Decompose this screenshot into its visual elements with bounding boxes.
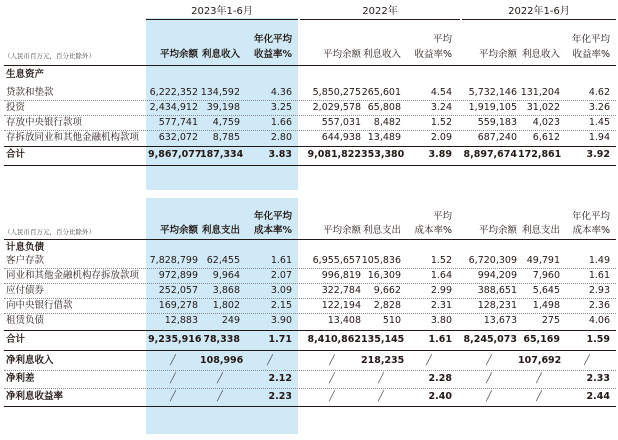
liability-row-3-cell-4: 2,828 [373, 300, 401, 311]
liability-row-0-cell-2: 1.61 [270, 255, 292, 266]
assets-header-6: 平均余额 [478, 49, 517, 60]
asset-header-rule [4, 65, 616, 66]
liability-row-0-cell-3: 6,955,657 [312, 255, 361, 266]
summary-row-0-cell-7: 107,692 [518, 355, 562, 366]
asset-row-3-cell-4: 13,489 [367, 132, 401, 143]
summary-row-1-cell-0: ╱ [170, 373, 176, 384]
liability-row-4-label: 租赁负债 [6, 315, 45, 326]
asset-total-cell-2: 3.83 [268, 149, 292, 160]
liability-row-2-cell-8: 2.93 [588, 285, 610, 296]
liability-row-3-cell-8: 2.36 [588, 300, 610, 311]
liability-row-3-cell-5: 2.31 [430, 300, 452, 311]
asset-row-2-cell-2: 1.66 [270, 117, 292, 128]
liability-total-rule-top [4, 330, 616, 331]
liability-row-0-cell-8: 1.49 [588, 255, 610, 266]
asset-row-1-cell-4: 65,808 [367, 102, 401, 113]
group-header-2022h1: 2022年1-6月 [508, 6, 570, 17]
liability-row-3-cell-7: 1,498 [532, 300, 560, 311]
assets-header-5-a: 平均 [432, 34, 452, 45]
liability-row-2-cell-1: 3,868 [212, 285, 240, 296]
summary-row-1-cell-6: ╱ [486, 373, 492, 384]
liability-row-2-cell-2: 3.09 [270, 285, 292, 296]
summary-row-2-label: 净利息收益率 [6, 391, 64, 402]
liability-row-3-label: 向中央银行借款 [6, 300, 73, 311]
asset-total-cell-5: 3.89 [428, 149, 452, 160]
liability-section-title: 计息负债 [6, 242, 45, 253]
liability-total-cell-2: 1.71 [268, 334, 292, 345]
asset-row-3-cell-1: 8,785 [212, 132, 240, 143]
summary-row-divider-2 [4, 406, 616, 407]
liability-row-1-cell-4: 16,309 [367, 270, 401, 281]
asset-row-2-cell-3: 557,031 [321, 117, 361, 128]
asset-row-1-cell-7: 31,022 [526, 102, 560, 113]
group-rule-3 [462, 19, 616, 20]
summary-row-1-cell-2: 2.12 [268, 373, 292, 384]
liability-row-4-cell-4: 510 [382, 315, 401, 326]
summary-row-0-cell-6: ╱ [486, 355, 492, 366]
liabilities-header-7: 利息支出 [521, 225, 560, 236]
liability-row-3-cell-3: 122,194 [321, 300, 361, 311]
liability-row-4-cell-1: 249 [221, 315, 240, 326]
liability-total-cell-7: 65,169 [523, 334, 560, 345]
liability-total-label: 合计 [6, 334, 26, 345]
asset-total-rule-top [4, 146, 616, 147]
asset-row-0-cell-5: 4.54 [430, 87, 452, 98]
liability-row-0-cell-7: 49,791 [526, 255, 560, 266]
liability-row-4-cell-3: 13,408 [327, 315, 361, 326]
liability-row-0-cell-6: 6,720,309 [468, 255, 517, 266]
asset-row-0-cell-0: 6,222,352 [149, 87, 198, 98]
asset-row-2-cell-8: 1.45 [588, 117, 610, 128]
liability-row-2-cell-6: 388,651 [477, 285, 517, 296]
liability-total-cell-4: 135,145 [361, 334, 405, 345]
summary-row-1-cell-4: ╱ [378, 373, 384, 384]
liability-row-1-cell-0: 972,899 [158, 270, 198, 281]
summary-row-1-cell-5: 2.28 [428, 373, 452, 384]
liabilities-header-1: 利息支出 [201, 225, 240, 236]
asset-row-2-label: 存放中央银行款项 [6, 117, 83, 128]
asset-row-3-cell-0: 632,072 [158, 132, 198, 143]
liability-total-cell-3: 8,410,862 [307, 334, 361, 345]
liability-row-1-cell-2: 2.07 [270, 270, 292, 281]
liabilities-header-8-a: 年化平均 [571, 211, 610, 222]
summary-row-1-cell-3: ╱ [329, 373, 335, 384]
summary-row-2-cell-5: 2.40 [428, 391, 452, 402]
summary-row-1-label: 净利差 [6, 373, 35, 384]
liability-total-cell-5: 1.61 [428, 334, 452, 345]
asset-row-3-label: 存拆放同业和其他金融机构款项 [6, 132, 140, 143]
summary-row-1-cell-1: ╱ [217, 373, 223, 384]
liabilities-header-0: 平均余额 [159, 225, 198, 236]
summary-row-0-cell-5: ╱ [426, 355, 432, 366]
assets-header-2-b: 收益率% [253, 49, 292, 60]
liability-total-cell-1: 78,338 [203, 334, 240, 345]
summary-row-0-cell-0: ╱ [170, 355, 176, 366]
asset-row-0-cell-3: 5,850,275 [312, 87, 361, 98]
liability-row-2-label: 应付债券 [6, 285, 45, 296]
summary-row-2-cell-6: ╱ [486, 391, 492, 402]
liability-total-cell-8: 1.59 [586, 334, 610, 345]
asset-row-divider-2 [4, 130, 616, 131]
unit-note: （人民币百万元，百分比除外） [4, 52, 95, 60]
asset-row-2-cell-6: 559,183 [477, 117, 517, 128]
liability-row-0-label: 客户存款 [6, 255, 45, 266]
unit-note-2: （人民币百万元，百分比除外） [4, 228, 95, 236]
asset-total-cell-3: 9,081,822 [307, 149, 361, 160]
asset-row-2-cell-0: 577,741 [158, 117, 198, 128]
liability-row-1-cell-8: 1.61 [588, 270, 610, 281]
summary-row-0-cell-1: 108,996 [200, 355, 244, 366]
asset-row-2-cell-4: 8,482 [373, 117, 401, 128]
liabilities-header-5-a: 平均 [432, 211, 452, 222]
asset-total-label: 合计 [6, 149, 26, 160]
liability-row-1-label: 同业和其他金融机构存拆放款项 [6, 270, 140, 281]
summary-row-0-cell-4: 218,235 [361, 355, 405, 366]
liability-row-4-cell-7: 275 [541, 315, 560, 326]
liability-row-1-cell-3: 996,819 [321, 270, 361, 281]
liability-row-divider-3 [4, 313, 616, 314]
asset-row-1-cell-1: 39,198 [206, 102, 240, 113]
liabilities-header-3: 平均余额 [322, 225, 361, 236]
asset-section-title: 生息资产 [6, 69, 45, 80]
liability-row-divider-1 [4, 283, 616, 284]
liability-row-1-cell-1: 9,964 [212, 270, 240, 281]
asset-row-0-label: 贷款和垫款 [6, 87, 54, 98]
liability-row-2-cell-4: 9,662 [373, 285, 401, 296]
liability-total-cell-0: 9,235,916 [148, 334, 202, 345]
liability-row-divider-2 [4, 298, 616, 299]
asset-row-divider-1 [4, 115, 616, 116]
liabilities-header-2-b: 成本率% [253, 225, 292, 236]
asset-row-1-cell-8: 3.26 [588, 102, 610, 113]
summary-row-2-cell-4: ╱ [378, 391, 384, 402]
assets-header-4: 利息收入 [362, 49, 401, 60]
assets-header-8-a: 年化平均 [571, 34, 610, 45]
liabilities-header-6: 平均余额 [478, 225, 517, 236]
liabilities-header-2-a: 年化平均 [253, 211, 292, 222]
liability-row-1-cell-7: 7,960 [532, 270, 560, 281]
assets-header-3: 平均余额 [322, 49, 361, 60]
summary-row-0-cell-2: ╱ [267, 355, 273, 366]
assets-header-8-b: 收益率% [572, 49, 610, 60]
asset-row-0-cell-1: 134,592 [200, 87, 240, 98]
liability-row-3-cell-1: 1,802 [212, 300, 240, 311]
group-header-2023h1: 2023年1-6月 [191, 6, 253, 17]
liability-row-2-cell-0: 252,057 [158, 285, 198, 296]
summary-row-2-cell-1: ╱ [217, 391, 223, 402]
liability-row-1-cell-6: 994,209 [477, 270, 517, 281]
asset-row-0-cell-2: 4.36 [270, 87, 292, 98]
asset-total-cell-0: 9,867,077 [148, 149, 202, 160]
liability-total-cell-6: 8,245,073 [463, 334, 517, 345]
asset-row-1-cell-5: 3.24 [430, 102, 452, 113]
liability-row-4-cell-8: 4.06 [588, 315, 610, 326]
summary-row-2-cell-2: 2.23 [268, 391, 292, 402]
summary-row-1-cell-8: 2.33 [586, 373, 610, 384]
summary-row-0-label: 净利息收入 [6, 355, 54, 366]
summary-row-0-cell-3: ╱ [329, 355, 335, 366]
asset-row-1-cell-0: 2,434,912 [149, 102, 198, 113]
asset-row-1-cell-3: 2,029,578 [312, 102, 361, 113]
liability-row-divider-0 [4, 268, 616, 269]
summary-row-0-cell-8: ╱ [584, 355, 590, 366]
liability-row-0-cell-4: 105,836 [361, 255, 401, 266]
liability-row-2-cell-7: 5,645 [532, 285, 560, 296]
asset-row-3-cell-5: 2.09 [430, 132, 452, 143]
liability-row-3-cell-0: 169,278 [158, 300, 198, 311]
summary-row-1-cell-7: ╱ [536, 373, 542, 384]
liability-row-4-cell-5: 3.80 [430, 315, 452, 326]
liability-row-3-cell-2: 2.15 [270, 300, 292, 311]
assets-header-0: 平均余额 [159, 49, 198, 60]
asset-total-rule-bottom [4, 165, 616, 166]
asset-total-cell-4: 353,380 [361, 149, 405, 160]
asset-row-3-cell-7: 6,612 [532, 132, 560, 143]
liabilities-header-8-b: 成本率% [572, 225, 610, 236]
asset-row-3-cell-2: 2.80 [270, 132, 292, 143]
asset-row-0-cell-6: 5,732,146 [468, 87, 517, 98]
assets-header-1: 利息收入 [201, 49, 240, 60]
summary-row-2-cell-3: ╱ [329, 391, 335, 402]
summary-row-divider-0 [4, 370, 616, 371]
liabilities-header-4: 利息支出 [362, 225, 401, 236]
asset-row-0-cell-4: 265,601 [361, 87, 401, 98]
liability-row-2-cell-5: 2.99 [430, 285, 452, 296]
asset-row-3-cell-8: 1.94 [588, 132, 610, 143]
summary-row-2-cell-0: ╱ [170, 391, 176, 402]
summary-row-divider-1 [4, 388, 616, 389]
liability-row-3-cell-6: 128,231 [477, 300, 517, 311]
asset-row-0-cell-8: 4.62 [588, 87, 610, 98]
asset-total-cell-7: 172,861 [518, 149, 562, 160]
group-rule-2 [300, 19, 460, 20]
assets-header-7: 利息收入 [521, 49, 560, 60]
group-header-2022: 2022年 [362, 6, 398, 17]
liability-row-1-cell-5: 1.64 [430, 270, 452, 281]
asset-row-divider-0 [4, 100, 616, 101]
liability-row-0-cell-1: 62,455 [206, 255, 240, 266]
asset-row-2-cell-1: 4,759 [212, 117, 240, 128]
asset-row-2-cell-7: 4,023 [532, 117, 560, 128]
liability-row-2-cell-3: 322,784 [321, 285, 361, 296]
liability-row-4-cell-2: 3.90 [270, 315, 292, 326]
summary-row-2-cell-8: 2.44 [586, 391, 610, 402]
asset-row-3-cell-3: 644,938 [321, 132, 361, 143]
summary-row-2-cell-7: ╱ [536, 391, 542, 402]
asset-total-cell-1: 187,334 [200, 149, 244, 160]
asset-row-2-cell-5: 1.52 [430, 117, 452, 128]
liabilities-header-5-b: 成本率% [414, 225, 452, 236]
asset-row-0-cell-7: 131,204 [520, 87, 560, 98]
group-rule-1 [146, 19, 298, 20]
asset-row-1-cell-6: 1,919,105 [468, 102, 517, 113]
asset-total-cell-8: 3.92 [586, 149, 610, 160]
liability-row-4-cell-0: 12,883 [164, 315, 198, 326]
assets-header-2-a: 年化平均 [253, 34, 292, 45]
liability-row-4-cell-6: 13,673 [483, 315, 517, 326]
asset-total-cell-6: 8,897,674 [463, 149, 517, 160]
liability-header-rule [4, 239, 616, 240]
liability-row-0-cell-5: 1.52 [430, 255, 452, 266]
asset-row-3-cell-6: 687,240 [477, 132, 517, 143]
liability-row-0-cell-0: 7,828,799 [149, 255, 198, 266]
assets-header-5-b: 收益率% [414, 49, 452, 60]
liability-total-rule-bottom [4, 350, 616, 351]
asset-row-1-cell-2: 3.25 [270, 102, 292, 113]
asset-row-1-label: 投资 [6, 102, 26, 113]
